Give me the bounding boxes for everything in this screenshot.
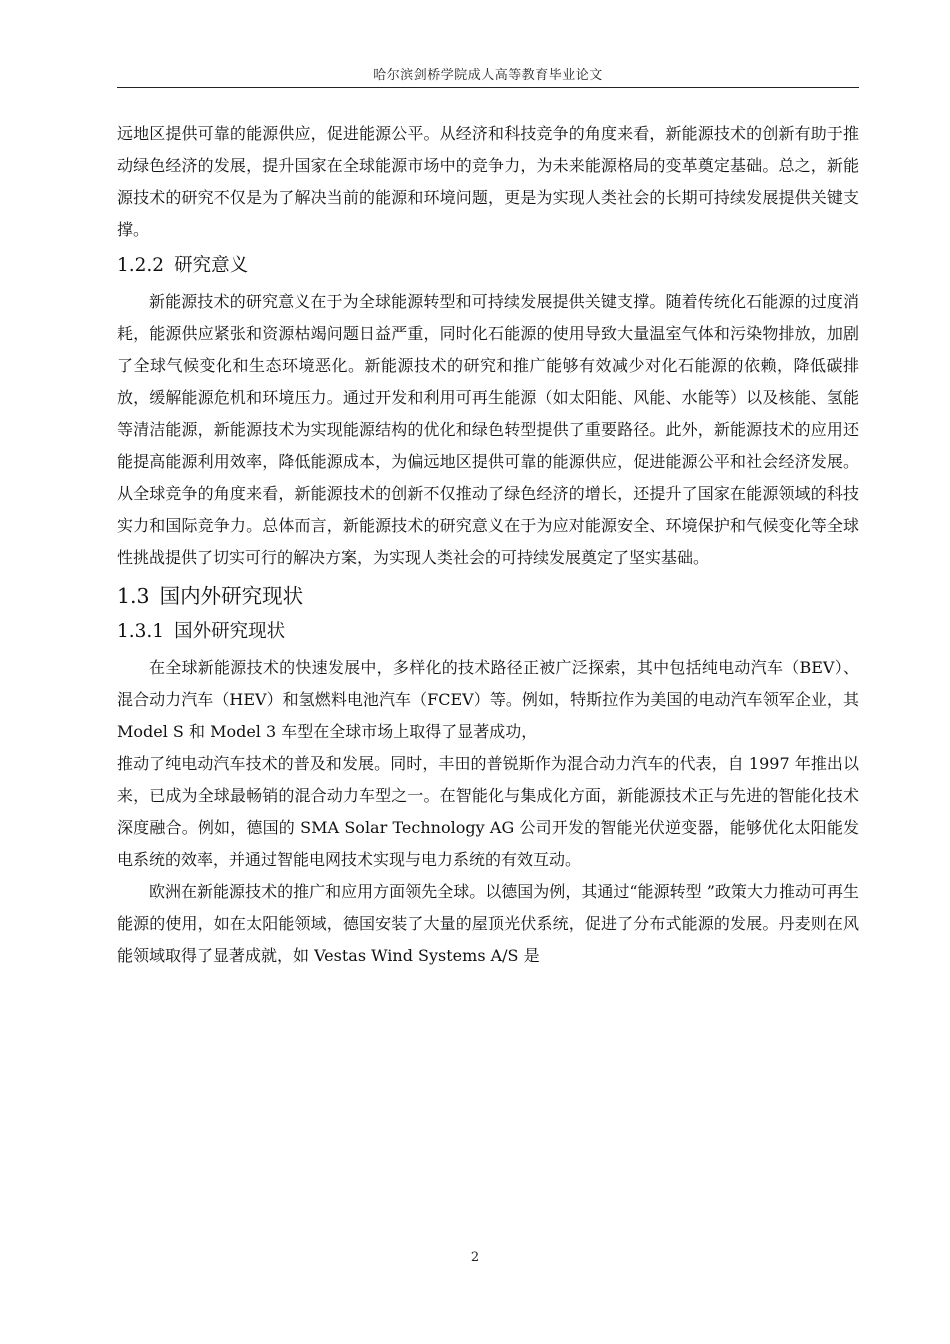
section-number: 1.3 — [117, 584, 150, 608]
section-number: 1.2.2 — [117, 255, 165, 276]
page-number: 2 — [470, 1250, 480, 1265]
section-title: 国外研究现状 — [174, 621, 286, 642]
paragraph-foreign-status-part2: 推动了纯电动汽车技术的普及和发展。同时，丰田的普锐斯作为混合动力汽车的代表，自 1997 年推出以来，已成为全球最畅销的混合动力车型之一。在智能化与集成化方面，新能源技术正与先进的智能化技术深度融合。例如，德国的 SMA Solar Technology AG 公司开发的智能光伏逆变器，能够优化太阳能发电系统的效率，并通过智能电网技术实现与电力系统的有效互动。 — [117, 754, 859, 869]
section-heading-1-3-1 — [117, 618, 859, 646]
running-header: 哈尔滨剑桥学院成人高等教育毕业论文 — [373, 68, 603, 83]
section-title: 研究意义 — [174, 255, 249, 276]
section-number: 1.3.1 — [117, 621, 165, 642]
section-title: 国内外研究现状 — [159, 584, 304, 608]
section-heading-1-2-2 — [117, 252, 859, 280]
paragraph-continuation: 远地区提供可靠的能源供应，促进能源公平。从经济和科技竞争的角度来看，新能源技术的创新有助于推动绿色经济的发展，提升国家在全球能源市场中的竞争力，为未来能源格局的变革奠定基础。总之，新能源技术的研究不仅是为了解决当前的能源和环境问题，更是为实现人类社会的长期可持续发展提供关键支撑。 — [117, 124, 859, 239]
paragraph-research-significance: 新能源技术的研究意义在于为全球能源转型和可持续发展提供关键支撑。随着传统化石能源的过度消耗，能源供应紧张和资源枯竭问题日益严重，同时化石能源的使用导致大量温室气体和污染物排放，加剧了全球气候变化和生态环境恶化。新能源技术的研究和推广能够有效减少对化石能源的依赖，降低碳排放，缓解能源危机和环境压力。通过开发和利用可再生能源（如太阳能、风能、水能等）以及核能、氢能等清洁能源，新能源技术为实现能源结构的优化和绿色转型提供了重要路径。此外，新能源技术的应用还能提高能源利用效率，降低能源成本，为偏远地区提供可靠的能源供应，促进能源公平和社会经济发展。从全球竞争的角度来看，新能源技术的创新不仅推动了绿色经济的增长，还提升了国家在能源领域的科技实力和国际竞争力。总体而言，新能源技术的研究意义在于为应对能源安全、环境保护和气候变化等全球性挑战提供了切实可行的解决方案，为实现人类社会的可持续发展奠定了坚实基础。 — [117, 292, 859, 567]
paragraph-foreign-status-part1: 在全球新能源技术的快速发展中，多样化的技术路径正被广泛探索，其中包括纯电动汽车（BEV）、混合动力汽车（HEV）和氢燃料电池汽车（FCEV）等。例如，特斯拉作为美国的电动汽车领军企业，其 Model S 和 Model 3 车型在全球市场上取得了显著成功， — [117, 658, 859, 741]
page-body — [117, 118, 859, 972]
paragraph-europe: 欧洲在新能源技术的推广和应用方面领先全球。以德国为例，其通过“能源转型 ”政策大力推动可再生能源的使用，如在太阳能领域，德国安装了大量的屋顶光伏系统，促进了分布式能源的发展。丹麦则在风能领域取得了显著成就，如 Vestas Wind Systems A/S 是 — [117, 882, 859, 965]
section-heading-1-3 — [117, 580, 859, 612]
header-rule — [117, 87, 859, 88]
